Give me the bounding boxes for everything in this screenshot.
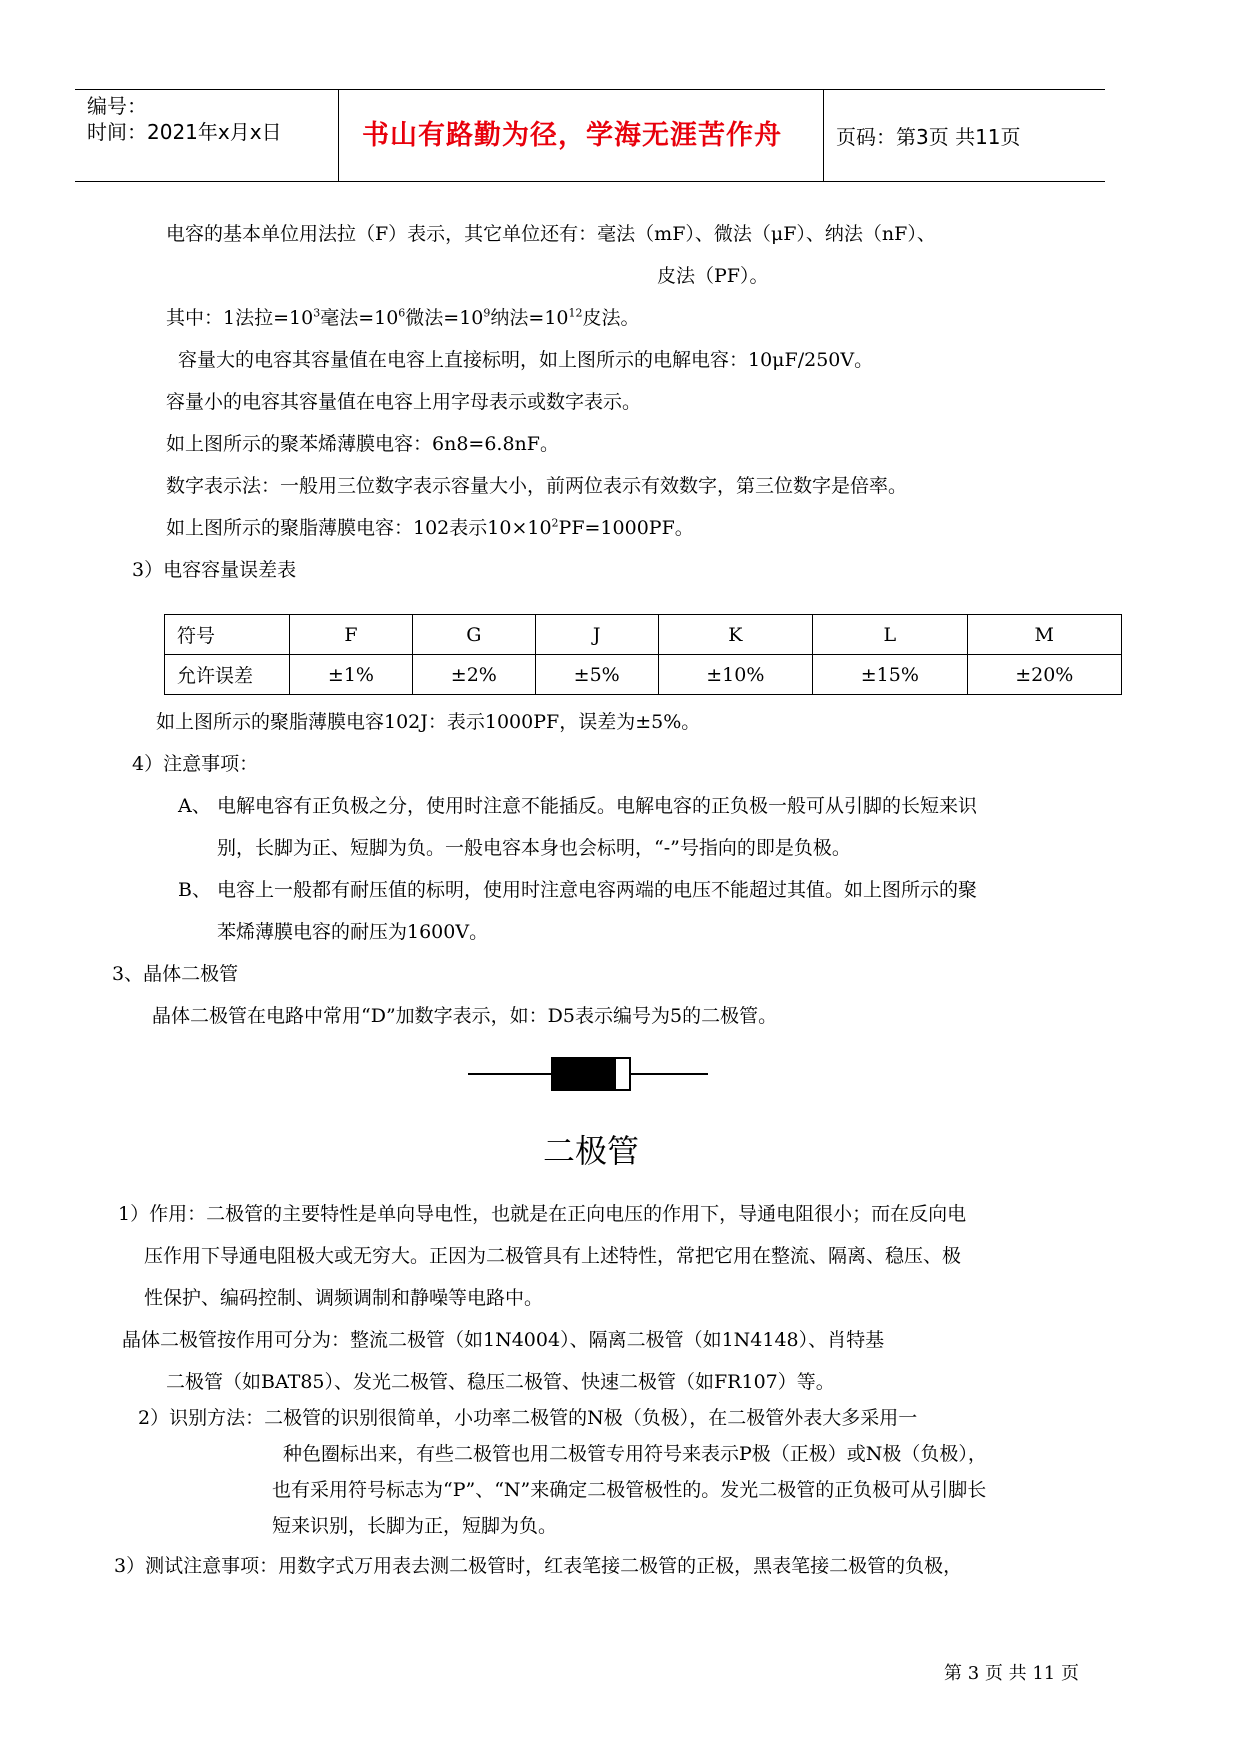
unit-conversion <box>166 306 640 329</box>
large-cap-text: 容量大的电容其容量值在电容上直接标明，如上图所示的电解电容：10μF/250V。 <box>178 349 874 371</box>
table-tolerance: ±10% <box>658 655 812 695</box>
function-line-1: 1）作用：二极管的主要特性是单向导电性，也就是在正向电压的作用下，导通电阻很小；而在反向电 <box>118 1203 967 1225</box>
table-row <box>165 655 1122 695</box>
types-line-1: 晶体二极管按作用可分为：整流二极管（如1N4004）、隔离二极管（如1N4148）、肖特基 <box>122 1329 885 1351</box>
unit-line-1: 电容的基本单位用法拉（F）表示，其它单位还有：毫法（mF）、微法（μF）、纳法（nF）、 <box>166 223 936 245</box>
note-b-marker: B、 <box>178 879 211 901</box>
header-divider-right <box>823 89 824 182</box>
polyester-exp: 2 <box>551 516 559 530</box>
function-line-3: 性保护、编码控制、调频调制和静噪等电路中。 <box>144 1287 544 1309</box>
unit-line-2: 皮法（PF）。 <box>657 265 769 287</box>
note-b-line-1: 电容上一般都有耐压值的标明，使用时注意电容两端的电压不能超过其值。如上图所示的聚 <box>217 879 978 901</box>
table-tolerance: ±20% <box>967 655 1121 695</box>
header-time-label: 时间：2021年x月x日 <box>87 120 282 144</box>
table-row-label: 允许误差 <box>165 655 290 695</box>
header-page-label: 页码：第3页 共11页 <box>836 125 1021 149</box>
conv-part-c: 微法=10 <box>405 307 484 329</box>
conv-part-e: 皮法。 <box>582 307 640 329</box>
note-a-marker: A、 <box>178 795 211 817</box>
table-code: J <box>535 615 658 655</box>
conv-exp-2: 6 <box>398 306 406 320</box>
conv-part-b: 毫法=10 <box>320 307 399 329</box>
diode-symbol-icon <box>468 1056 708 1092</box>
conv-part-d: 纳法=10 <box>490 307 569 329</box>
table-tolerance: ±15% <box>813 655 967 695</box>
notes-heading: 4）注意事项： <box>132 753 259 775</box>
polyester-part-b: PF=1000PF。 <box>558 517 694 539</box>
table-code: F <box>290 615 413 655</box>
table-row <box>165 615 1122 655</box>
ident-line-1: 2）识别方法：二极管的识别很简单，小功率二极管的N极（负极），在二极管外表大多采用一 <box>138 1407 918 1429</box>
small-cap-text: 容量小的电容其容量值在电容上用字母表示或数字表示。 <box>166 391 642 413</box>
table-code: G <box>412 615 535 655</box>
table-tolerance: ±2% <box>412 655 535 695</box>
ident-line-4: 短来识别，长脚为正，短脚为负。 <box>272 1515 558 1537</box>
function-line-2: 压作用下导通电阻极大或无穷大。正因为二极管具有上述特性，常把它用在整流、隔离、稳压、极 <box>144 1245 962 1267</box>
note-a-line-2: 别，长脚为正、短脚为负。一般电容本身也会标明，“-”号指向的即是负极。 <box>217 837 851 859</box>
footer-page-number: 第 3 页 共 11 页 <box>944 1663 1079 1684</box>
conv-exp-3: 9 <box>483 306 491 320</box>
diode-intro: 晶体二极管在电路中常用“D”加数字表示，如：D5表示编号为5的二极管。 <box>152 1005 778 1027</box>
table-tolerance: ±5% <box>535 655 658 695</box>
ident-line-2: 种色圈标出来，有些二极管也用二极管专用符号来表示P极（正极）或N极（负极）， <box>283 1443 987 1465</box>
table-code: L <box>813 615 967 655</box>
diode-figure-caption: 二极管 <box>543 1132 640 1170</box>
table-header-label: 符号 <box>165 615 290 655</box>
header-top-rule <box>75 89 1105 90</box>
conv-part-a: 其中：1法拉=10 <box>166 307 314 329</box>
ident-line-3: 也有采用符号标志为“P”、“N”来确定二极管极性的。发光二极管的正负极可从引脚长 <box>272 1479 987 1501</box>
tolerance-heading: 3）电容容量误差表 <box>132 559 297 581</box>
table-code: K <box>658 615 812 655</box>
polyester-text <box>166 516 694 539</box>
header-number-label: 编号： <box>87 94 147 118</box>
polyester-part-a: 如上图所示的聚脂薄膜电容：102表示10×10 <box>166 517 552 539</box>
conv-exp-4: 12 <box>568 306 583 320</box>
note-b-line-2: 苯烯薄膜电容的耐压为1600V。 <box>217 921 489 943</box>
digit-method-text: 数字表示法：一般用三位数字表示容量大小，前两位表示有效数字，第三位数字是倍率。 <box>166 475 908 497</box>
polystyrene-text: 如上图所示的聚苯烯薄膜电容：6n8=6.8nF。 <box>166 433 559 455</box>
table-code: M <box>967 615 1121 655</box>
conv-exp-1: 3 <box>313 306 321 320</box>
tolerance-table <box>164 614 1122 695</box>
header-motto: 书山有路勤为径，学海无涯苦作舟 <box>362 120 782 151</box>
note-a-line-1: 电解电容有正负极之分，使用时注意不能插反。电解电容的正负极一般可从引脚的长短来识 <box>217 795 978 817</box>
table-note: 如上图所示的聚脂薄膜电容102J：表示1000PF，误差为±5%。 <box>156 711 701 733</box>
types-line-2: 二极管（如BAT85）、发光二极管、稳压二极管、快速二极管（如FR107）等。 <box>166 1371 835 1393</box>
header-bottom-rule <box>75 181 1105 182</box>
header-divider-left <box>338 89 339 182</box>
diode-section-heading: 3、晶体二极管 <box>112 963 239 985</box>
table-tolerance: ±1% <box>290 655 413 695</box>
test-line-1: 3）测试注意事项：用数字式万用表去测二极管时，红表笔接二极管的正极，黑表笔接二极管的负极， <box>114 1555 963 1577</box>
